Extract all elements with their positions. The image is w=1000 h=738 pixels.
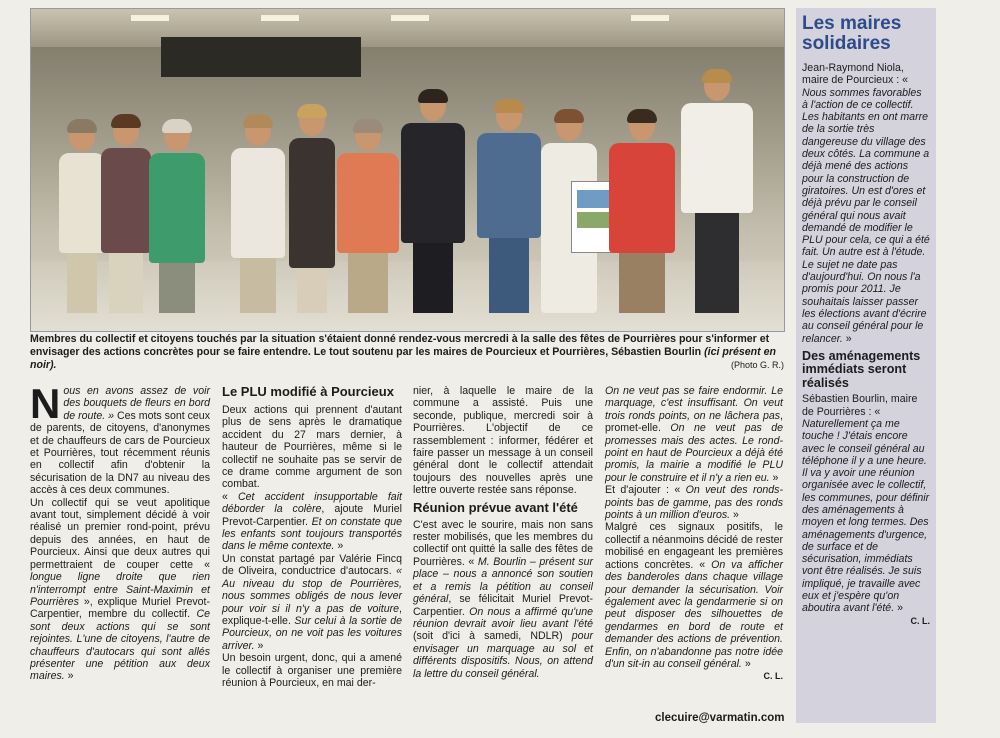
subheading-reunion: Réunion prévue avant l'été [413,499,578,515]
person [59,119,105,313]
ceiling-light [391,15,429,21]
drop-cap: N [30,380,61,427]
sidebar-title: Les maires solidaires [802,13,902,54]
ceiling-light [261,15,299,21]
paragraph: , promet-elle. [605,409,783,435]
person [609,109,675,313]
caption-italic: (ici présent en noir). [30,346,776,371]
quote: pour envisager un marquage au sol et différents dispositifs. Nous, on attend la lettre du conseil général. [413,630,593,680]
person [477,99,541,313]
person [101,114,151,313]
paragraph: , explique-t-elle. [222,602,402,627]
group-photo [30,8,785,332]
sidebar-subheading: Des aménagements immédiats seront réalisés [802,348,921,390]
article-column-4 [605,385,783,683]
quote-close: » [741,657,751,670]
person [231,114,285,313]
quote-close: » [254,639,264,652]
quote-close: » [64,670,74,683]
caption-text: Membres du collectif et citoyens touchés par la situation s'étaient donné rendez-vous mercredi à la salle des fêtes de Pourrières pour s'informer et envisager des actions concrètes pour se faire entendre. Le tout soutenu par les maires de Pourcieux et Pourrières, Sébastien Bourlin [30,333,770,358]
stage-backdrop [161,37,361,77]
paragraph: nier, à laquelle le maire de la commune a assisté. Puis une seconde, publique, mercredi soir à Pourrières. L'objectif de ce rassemblement : informer, fédérer et faire passer un message à un conseil général dont le collectif attendait toujours des nouvelles après une lettre ouverte restée sans réponse. [413,385,593,497]
quote: M. Bourlin – présent sur place – nous a annoncé son soutien et a remis la pétition au conseil général [413,555,593,606]
photo-credit: (Photo G. R.) [731,360,785,370]
quote-close: » [730,509,739,522]
ceiling-light [131,15,169,21]
quote: On nous a affirmé qu'une réunion devrait avoir lieu avant l'été [413,605,593,630]
paragraph: Un besoin urgent, donc, qui a amené le collectif à organiser une première réunion à Pourcieux, en mai der- [222,652,402,689]
paragraph: , se félicitait Muriel Prevot-Carpentier. [413,593,593,618]
mayor-niola-quote: Nous sommes favorables à l'action de ce collectif. Les habitants en ont marre de la sortie très dangereuse du village des deux côtés. La commune a déjà mené des actions pour la construction de giratoires. Un est d'ores et déjà prévu par le conseil général qui nous avait demandé de modifier le PLU pour cela, ce qui a été fait. Un autre est à l'étude. Le sujet ne date pas d'aujourd'hui. On nous l'a promis pour 2011. Je souhaitais laisser passer les élections avant d'écrire au conseil général pour le relancer. [802,86,930,345]
person [149,119,205,313]
quote-open: « [222,490,238,503]
article-column-2 [222,385,402,689]
paragraph: », explique Muriel Prevot-Carpentier, membre du collectif. [30,595,210,621]
paragraph: Deux actions qui prennent d'autant plus de sens après le dramatique accident du 27 mars dernier, à hauteur de Pourrières, même si le collectif ne souhaite pas se servir de ce drame comme argument de son combat. [222,404,402,491]
article-column-1 [30,380,210,683]
ceiling-light [631,15,669,21]
mayor-bourlin-intro: Sébastien Bourlin, maire de Pourrières : « [802,393,918,418]
quote-close: » [894,602,903,615]
quote: On va afficher des banderoles dans chaque village pour demander la sécurisation. Voir également avec la gendarmerie si on peut disposer des silhouettes de gendarmes en bord de route et demander des actions de prévention. Enfin, on n'abandonne pas notre idée d'un sit-in au conseil général. [605,558,784,670]
photo-caption [30,333,783,372]
quote-close: » [769,471,779,484]
person [401,89,465,313]
article-column-3 [413,385,593,680]
paragraph: , ajoute Muriel Prevot-Carpentier. [222,503,402,528]
hall-ceiling [31,9,784,47]
sidebar-signature: C. L. [910,615,930,626]
quote-close: » [842,332,852,345]
author-email[interactable]: clecuire@varmatin.com [655,712,785,724]
subheading-plu: Le PLU modifié à Pourcieux [222,384,394,399]
paragraph: Un constat partagé par Valérie Fincq de Oliveira, conductrice d'autocars. [222,552,402,578]
mayor-bourlin-quote: Naturellement ça me touche ! J'étais encore avec le conseil général au téléphone il y a une heure. Il va y avoir une réunion organisée avec le collectif, les communes, pour définir des aménagements à moyen et long termes. Des aménagements d'urgence, de surface et de sécurisation, immédiats vont être réalisés. Je suis impliqué, je travaille avec eux et j'espère qu'on aboutira avant l'été. [802,417,930,615]
quote: « Au niveau du stop de Pourrières, nous sommes obligés de nous lever pour voir si il n'y a pas de voiture [222,565,402,615]
quote: longue ligne droite que rien n'interrompt entre Saint-Maximin et Pourrières [30,571,210,608]
person [681,69,753,313]
quote: Sur celui à la sortie de Pourcieux, on ne voit pas les voitures arriver. [222,614,402,652]
person [289,104,335,313]
sidebar-box [796,8,936,723]
sidebar-body [802,62,930,627]
person [337,119,399,313]
paragraph: Ces mots sont ceux de parents, de citoyens, d'anonymes et de chauffeurs de cars de Pourcieux et Pourrières, tout récemment réunis en collectif afin d'obtenir la sécurisation de la DN7 au niveau des accès à ces deux communes. [30,409,210,497]
paragraph: C'est avec le sourire, mais non sans rester mobilisés, que les membres du collectif ont quitté la salle des fêtes de Pourrières. « [413,518,593,568]
author-signature: C. L. [763,671,783,682]
paragraph: Et d'ajouter : « [605,484,681,497]
quote: On ne veut pas se faire endormir. Le marquage, c'est insuffisant. On veut trois ronds points, on ne lâchera pas [605,385,783,422]
paragraph: Un collectif qui se veut apolitique avant tout, simplement décidé à voir réalisé un premier rond-point, prévu depuis des années, en haut de Pourcieux. Ainsi que deux autres qui permettraient de couper cette « [30,496,210,571]
quote: On veut des ronds-points bas de gamme, pas des ronds points à un million d'euros. [605,484,783,522]
quote: On ne veut pas de promesses mais des actes. Le rond-point en haut de Pourcieux a déjà été promis, la mairie a modifié le PLU pour le construire et il n'y a rien eu. [605,422,783,484]
paragraph: Malgré ces signaux positifs, le collectif a néanmoins décidé de rester mobilisé en engageant les premières actions concrètes. « [605,521,783,571]
mayor-niola-intro: Jean-Raymond Niola, maire de Pourcieux : « [802,62,908,87]
quote: Ce sont deux actions qui se sont rejointes. L'une de citoyens, l'autre de chauffeurs d'autocars qui sont allés présenter une pétition aux deux maires. [30,608,210,683]
quote-close: » [334,540,344,553]
paragraph: (soit d'ici à samedi, NDLR) [413,630,563,643]
quote: Et on constate que les enfants sont toujours transportés dans le même contexte. [222,515,402,553]
lead-quote: ous en avons assez de voir des bouquets de fleurs en bord de route. » [63,385,210,422]
quote: Cet accident insupportable fait déborder la colère [222,490,402,516]
